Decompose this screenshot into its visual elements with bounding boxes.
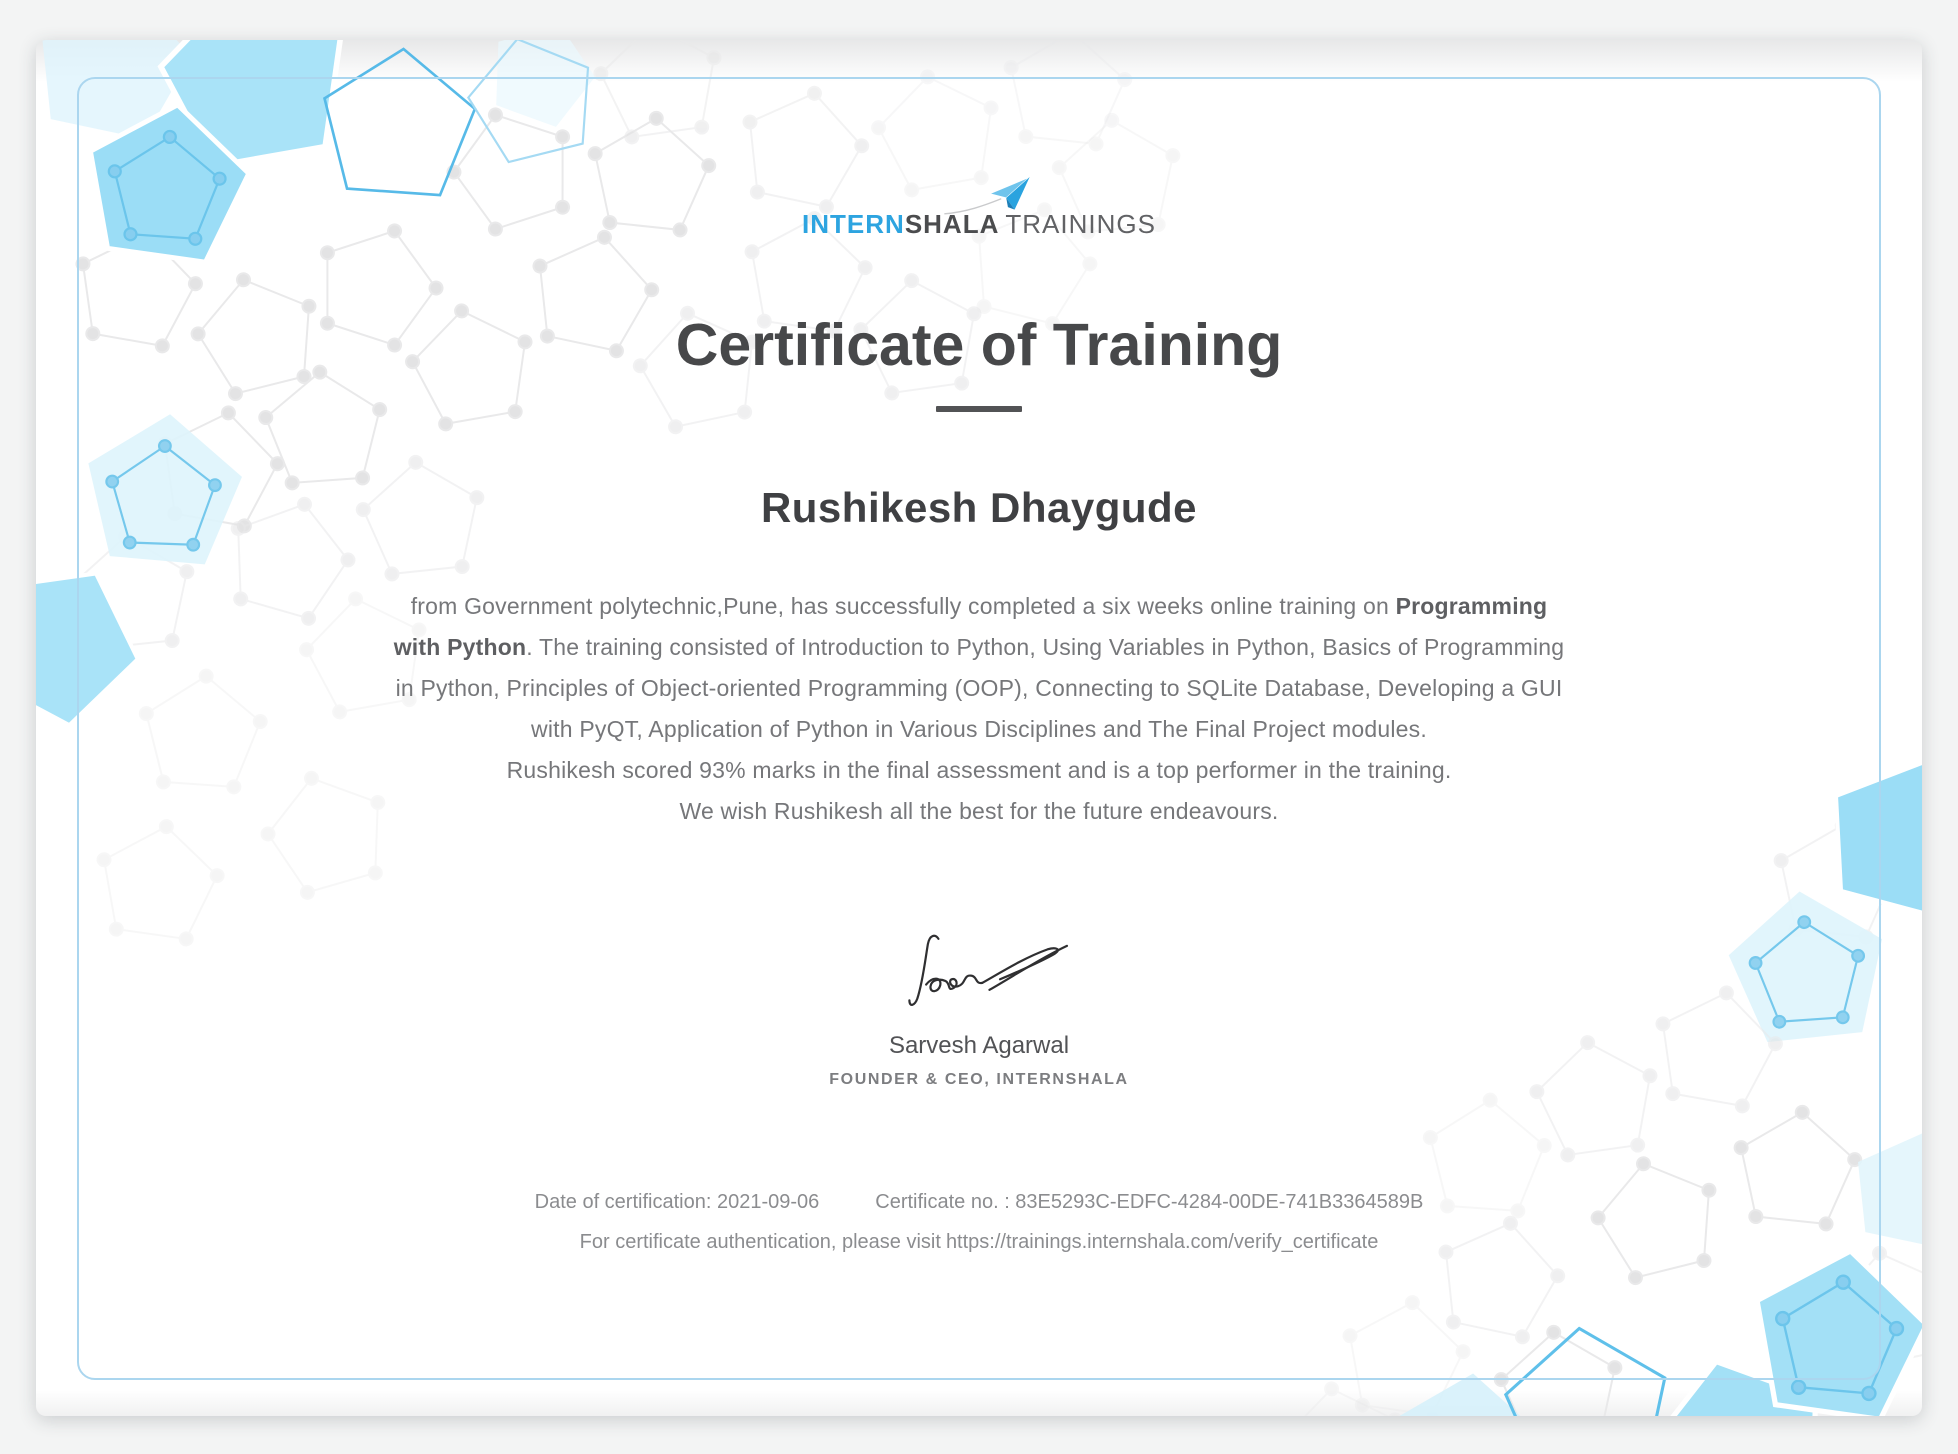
title-divider [936, 406, 1022, 412]
signatory-name: Sarvesh Agarwal [888, 1031, 1070, 1059]
body-line: We wish Rushikesh all the best for the future endeavours. [679, 797, 1279, 824]
certificate-number: Certificate no. : 83E5293C-EDFC-4284-00DE-741B3364589B [875, 1190, 1424, 1213]
paper-plane-icon [940, 172, 1034, 218]
signatory-role: FOUNDER & CEO, INTERNSHALA [829, 1070, 1129, 1088]
certificate-card [36, 40, 1922, 1416]
signature-image [905, 930, 1081, 1018]
recipient-name: Rushikesh Dhaygude [760, 483, 1198, 531]
body-line: with PyQT, Application of Python in Various Disciplines and The Final Project modules. [531, 715, 1427, 742]
body-line: from Government polytechnic,Pune, has successfully completed a six weeks online training on Programming [410, 592, 1548, 619]
authentication-note [36, 1231, 1922, 1254]
auth-note-text: For certificate authentication, please visit [579, 1230, 941, 1253]
certificate-content [36, 40, 1922, 1416]
certification-date: Date of certification: 2021-09-06 [534, 1190, 820, 1213]
body-line: Rushikesh scored 93% marks in the final assessment and is a top performer in the training. [506, 756, 1452, 783]
page-title: Certificate of Training [675, 311, 1283, 378]
certificate-body [249, 586, 1709, 832]
logo-intern: INTERN [802, 209, 905, 239]
logo-shala: SHALA [904, 209, 1000, 239]
internshala-logo [36, 40, 1922, 239]
body-line: in Python, Principles of Object-oriented Programming (OOP), Connecting to SQLite Database, Developing a GUI [395, 674, 1563, 701]
certificate-meta [36, 1191, 1922, 1214]
verify-certificate-url[interactable]: https://trainings.internshala.com/verify_certificate [945, 1230, 1379, 1253]
body-line: with Python. The training consisted of Introduction to Python, Using Variables in Python, Basics of Programming [393, 633, 1565, 660]
logo-trainings: TRAININGS [1005, 209, 1156, 239]
